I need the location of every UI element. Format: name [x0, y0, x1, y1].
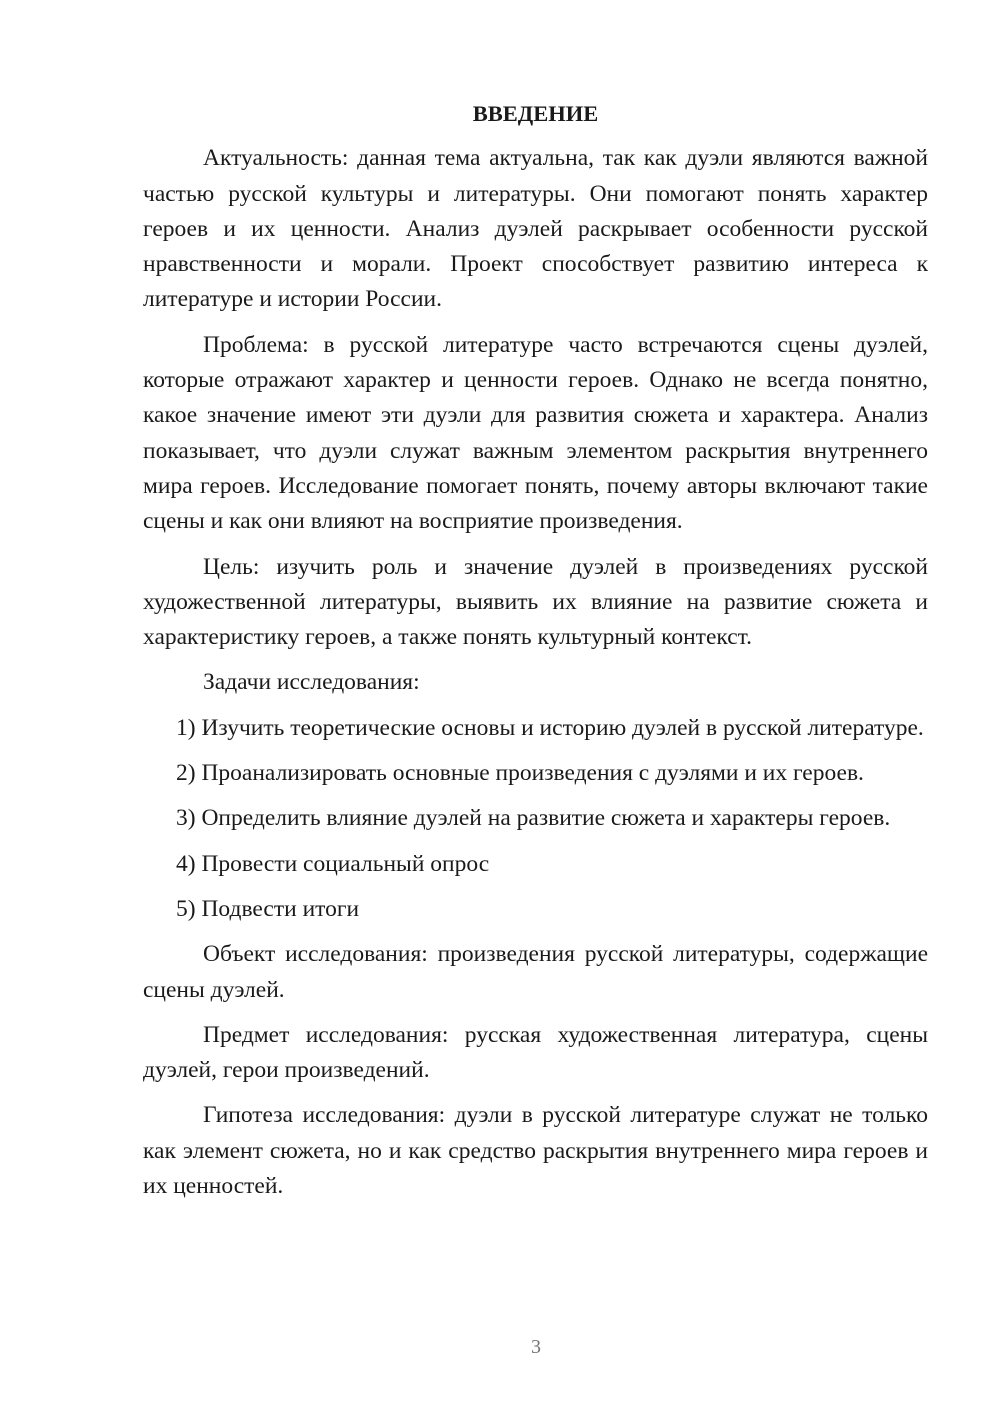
- page-title: ВВЕДЕНИЕ: [472, 101, 599, 126]
- page-number: 3: [531, 1336, 541, 1358]
- task-item-1: 1) Изучить теоретические основы и историю дуэлей в русской литературе.: [176, 714, 924, 741]
- paragraph-problem: Проблема: в русской литературе часто встречаются сцены дуэлей, которые отражают характер и ценности героев. Однако не всегда понятно, какое значение имеют эти дуэли для развития сюжета и характера. Анализ показывает, что дуэли служат важным элементом раскрытия внутреннего мира героев. Исследование помогает понять, почему авторы включают такие сцены и как они влияют на восприятие произведения.: [143, 331, 928, 535]
- task-item-5: 5) Подвести итоги: [176, 895, 360, 922]
- paragraph-relevance: Актуальность: данная тема актуальна, так как дуэли являются важной частью русской культуры и литературы. Они помогают понять характер героев и их ценности. Анализ дуэлей раскрывает особенности русской нравственности и морали. Проект способствует развитию интереса к литературе и истории России.: [143, 145, 928, 313]
- paragraph-hypothesis: Гипотеза исследования: дуэли в русской литературе служат не только как элемент сюжета, но и как средство раскрытия внутреннего мира героев и их ценностей.: [143, 1102, 928, 1200]
- task-item-4: 4) Провести социальный опрос: [176, 850, 490, 877]
- task-item-2: 2) Проанализировать основные произведения с дуэлями и их героев.: [176, 760, 864, 787]
- paragraph-object: Объект исследования: произведения русской литературы, содержащие сцены дуэлей.: [143, 941, 928, 1003]
- task-item-3: 3) Определить влияние дуэлей на развитие сюжета и характеры героев.: [176, 805, 891, 832]
- document-body: [143, 96, 928, 1214]
- tasks-heading: Задачи исследования:: [203, 669, 420, 696]
- paragraph-goal: Цель: изучить роль и значение дуэлей в произведениях русской художественной литературы, выявить их влияние на развитие сюжета и характеристику героев, а также понять культурный контекст.: [143, 553, 928, 651]
- paragraph-subject: Предмет исследования: русская художественная литература, сцены дуэлей, герои произведений.: [143, 1021, 928, 1084]
